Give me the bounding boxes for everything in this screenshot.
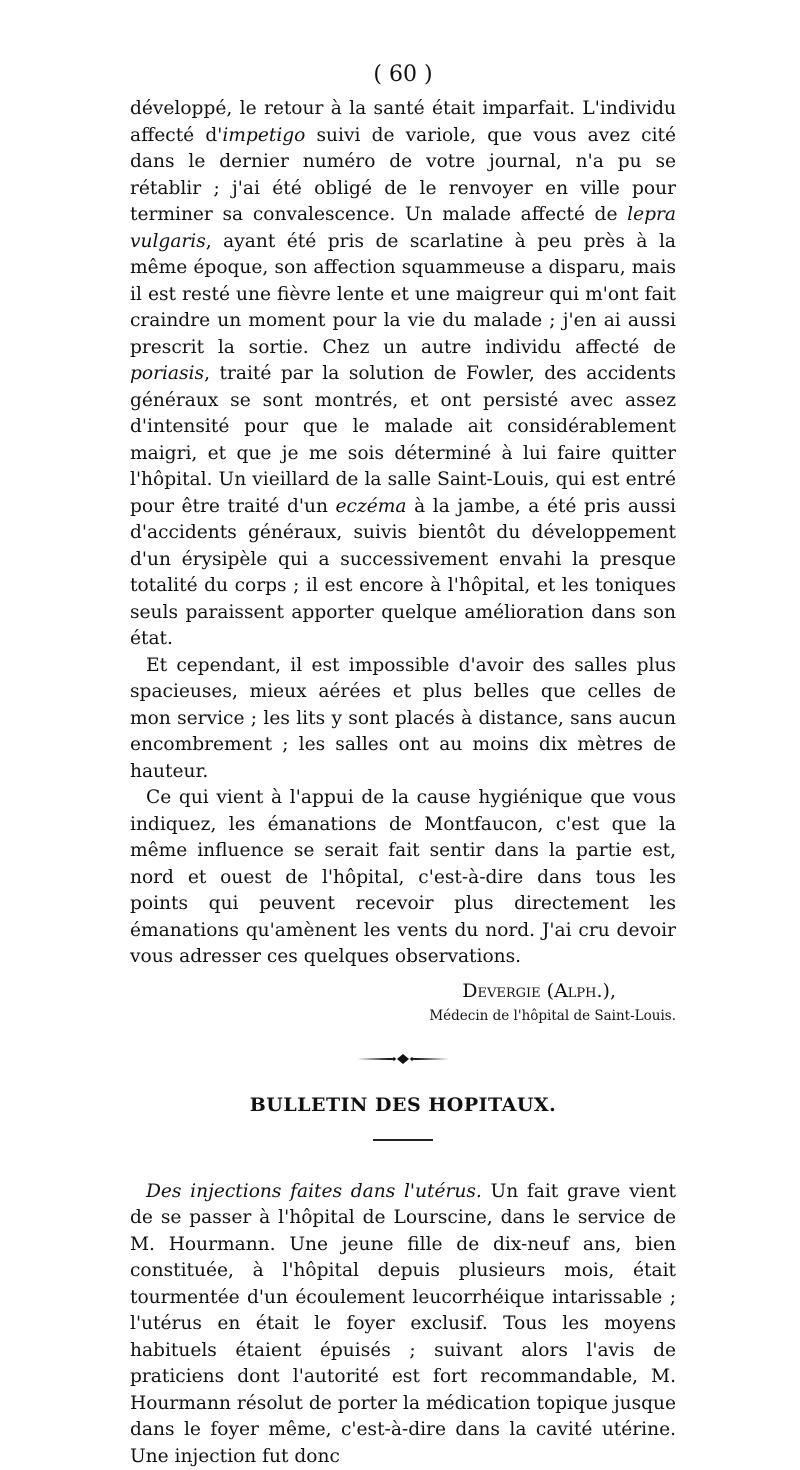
signature-title: Médecin de l'hôpital de Saint-Louis.	[130, 1005, 676, 1027]
paragraph-text: suivi de variole, que vous avez cité dans le dernier numéro de votre journal, n'a pu se rétablir ; j'ai été obligé de le renvoyer en ville pour terminer sa convalescence. Un malade affecté de	[130, 125, 676, 226]
signature-name: Devergie (Alph.),	[130, 977, 676, 1005]
paragraph-text: à la jambe, a été pris aussi d'accidents généraux, suivis bientôt du développement d'un érysipèle qui a successivement envahi la presque totalité du corps ; il est encore à l'hôpital, et les toniques seuls paraissent apporter quelque amélioration dans son état.	[130, 496, 676, 650]
italic-term: impetigo	[222, 125, 305, 146]
bulletin-body-text: Un fait grave vient de se passer à l'hôpital de Lourscine, dans le service de M. Hourmann. Une jeune fille de dix-neuf ans, bien constituée, à l'hôpital depuis plusieurs mois, était tourmentée d'un écoulement leucorrhéique intarissable ; l'utérus en était le foyer exclusif. Tous les moyens habituels étaient épuisés ; suivant alors l'avis de praticiens dont l'autorité est fort recommandable, M. Hourmann résolut de porter la médication topique jusque dans le foyer même, c'est-à-dire dans la cavité utérine. Une injection fut donc	[130, 1181, 676, 1467]
bulletin-paragraph	[130, 1179, 676, 1470]
bulletin-run-in-title: Des injections faites dans l'utérus.	[146, 1181, 482, 1202]
paragraph-text: développé, le retour à la santé était imparfait. L'individu affecté d'	[130, 98, 676, 146]
section-heading: BULLETIN DES HOPITAUX.	[130, 1091, 676, 1119]
signature-block	[130, 977, 676, 1027]
ornament-divider-icon	[130, 1053, 676, 1065]
heading-rule	[373, 1139, 433, 1141]
letter-body	[130, 96, 676, 971]
document-page	[130, 58, 676, 1470]
paragraph-text: , traité par la solution de Fowler, des accidents généraux se sont montrés, et ont persisté avec assez d'intensité pour que le malade ait considérablement maigri, et que je me sois déterminé à lui faire quitter l'hôpital. Un vieillard de la salle Saint-Louis, qui est entré pour être traité d'un	[130, 363, 676, 517]
italic-term: eczéma	[336, 496, 407, 517]
paragraph-text: Et cependant, il est impossible d'avoir des salles plus spacieuses, mieux aérées et plus belles que celles de mon service ; les lits y sont placés à distance, sans aucun encombrement ; les salles ont au moins dix mètres de hauteur.	[130, 655, 676, 782]
letter-paragraph	[130, 785, 676, 971]
italic-term: poriasis	[130, 363, 204, 384]
letter-paragraph	[130, 96, 676, 653]
letter-paragraph	[130, 653, 676, 786]
ornament-rule-icon	[355, 1053, 451, 1065]
page-number: ( 60 )	[130, 58, 676, 92]
paragraph-text: , ayant été pris de scarlatine à peu près à la même époque, son affection squammeuse a disparu, mais il est resté une fièvre lente et une maigreur qui m'ont fait craindre un moment pour la vie du malade ; j'en ai aussi prescrit la sortie. Chez un autre individu affecté de	[130, 231, 676, 358]
paragraph-text: Ce qui vient à l'appui de la cause hygiénique que vous indiquez, les émanations de Montfaucon, c'est que la même influence se serait fait sentir dans la partie est, nord et ouest de l'hôpital, c'est-à-dire dans tous les points qui peuvent recevoir plus directement les émanations qu'amènent les vents du nord. J'ai cru devoir vous adresser ces quelques observations.	[130, 787, 676, 967]
italic-term: lepra vulgaris	[130, 204, 676, 252]
